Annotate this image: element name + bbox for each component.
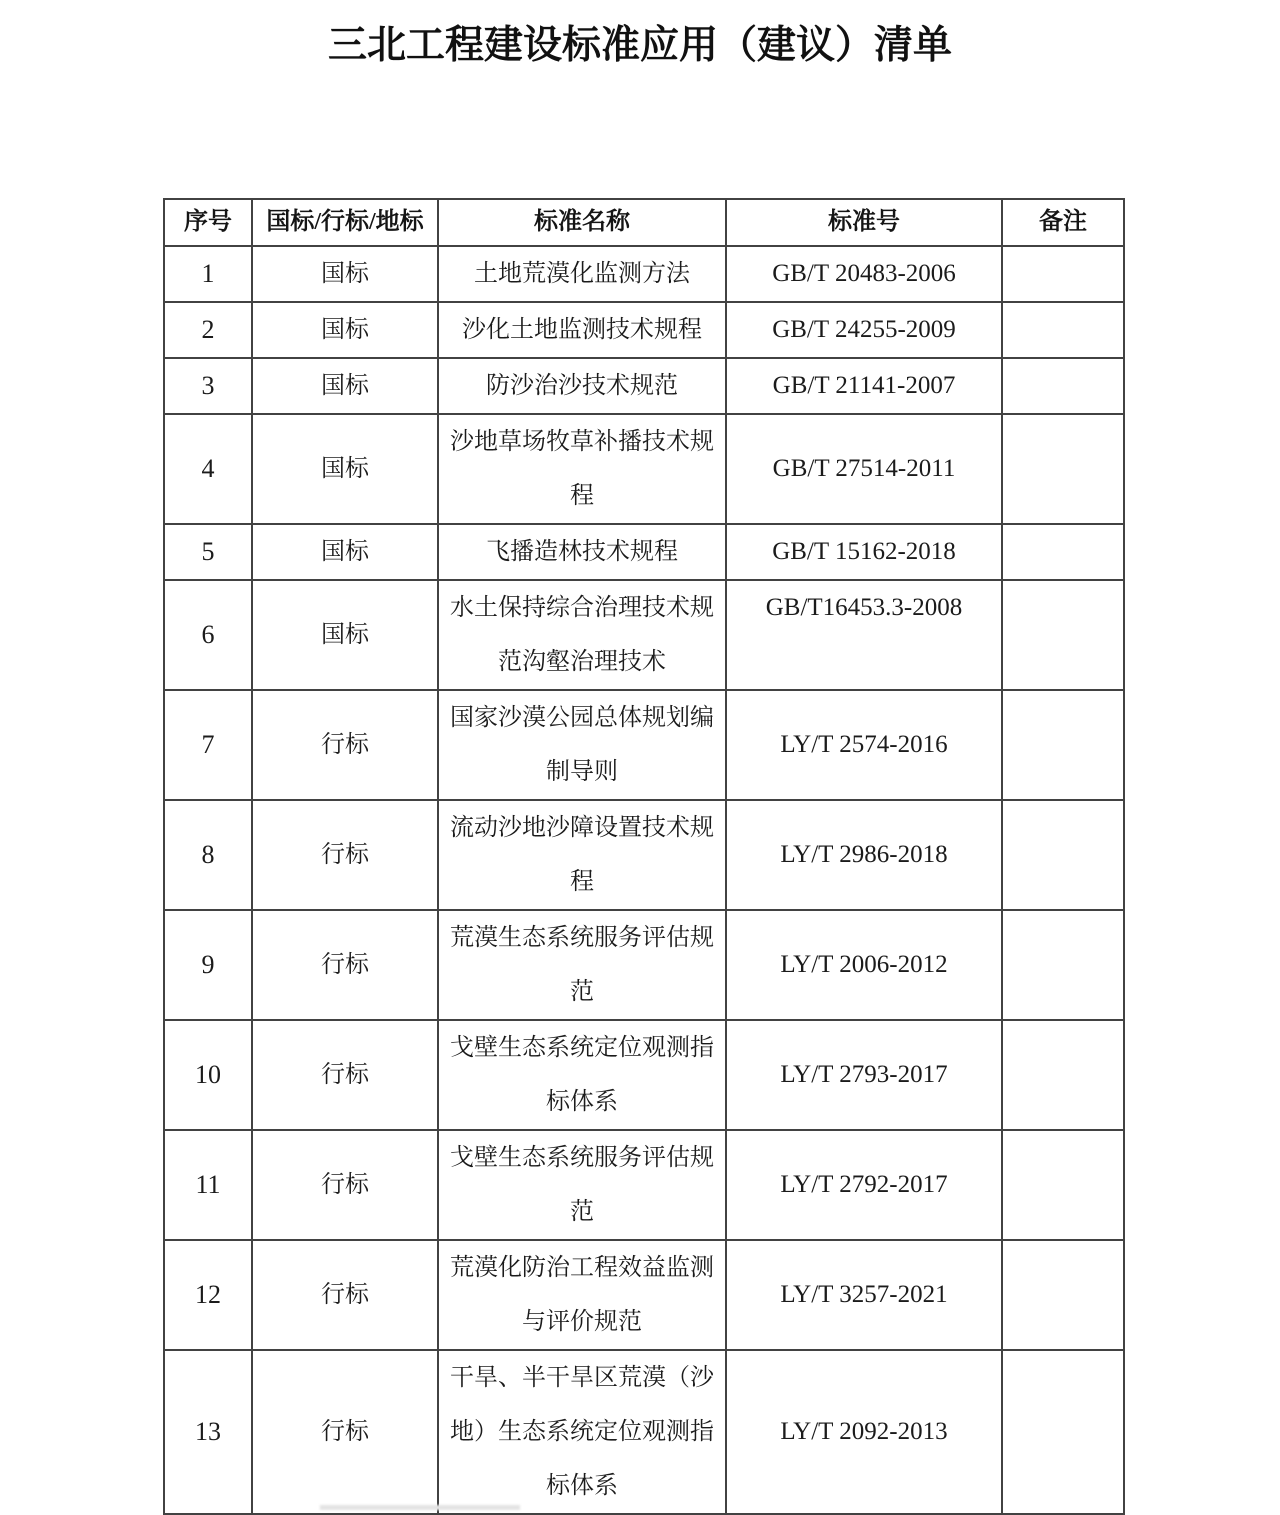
column-header-2: 标准名称 xyxy=(438,199,726,246)
cell-category: 国标 xyxy=(252,414,438,524)
cell-standard-name: 戈壁生态系统定位观测指标体系 xyxy=(438,1020,726,1130)
cell-seq: 1 xyxy=(164,246,252,302)
cell-remark xyxy=(1002,1240,1124,1350)
cell-seq: 7 xyxy=(164,690,252,800)
table-row xyxy=(164,580,1124,690)
cell-seq: 8 xyxy=(164,800,252,910)
cell-seq: 11 xyxy=(164,1130,252,1240)
cell-category: 行标 xyxy=(252,800,438,910)
table-row xyxy=(164,1020,1124,1130)
cell-seq: 6 xyxy=(164,580,252,690)
cell-remark xyxy=(1002,414,1124,524)
cell-remark xyxy=(1002,1020,1124,1130)
cell-remark xyxy=(1002,580,1124,690)
table-row xyxy=(164,1240,1124,1350)
cell-category: 行标 xyxy=(252,1350,438,1514)
cell-standard-code: GB/T16453.3-2008 xyxy=(726,580,1002,690)
table-row xyxy=(164,910,1124,1020)
cell-seq: 5 xyxy=(164,524,252,580)
cell-standard-name: 干旱、半干旱区荒漠（沙地）生态系统定位观测指标体系 xyxy=(438,1350,726,1514)
cell-seq: 3 xyxy=(164,358,252,414)
table-body xyxy=(164,246,1124,1514)
table-row xyxy=(164,524,1124,580)
cell-remark xyxy=(1002,800,1124,910)
table-row xyxy=(164,302,1124,358)
page-title: 三北工程建设标准应用（建议）清单 xyxy=(327,24,952,67)
cell-remark xyxy=(1002,524,1124,580)
cell-standard-code: GB/T 27514-2011 xyxy=(726,414,1002,524)
cell-standard-name: 沙化土地监测技术规程 xyxy=(438,302,726,358)
cell-standard-code: GB/T 21141-2007 xyxy=(726,358,1002,414)
table-row xyxy=(164,1350,1124,1514)
cutoff-next-row-hint xyxy=(320,1505,520,1510)
cell-standard-name: 水土保持综合治理技术规范沟壑治理技术 xyxy=(438,580,726,690)
table-header-row xyxy=(164,199,1124,246)
cell-remark xyxy=(1002,246,1124,302)
cell-category: 行标 xyxy=(252,1020,438,1130)
table-row xyxy=(164,690,1124,800)
cell-standard-name: 土地荒漠化监测方法 xyxy=(438,246,726,302)
cell-standard-code: GB/T 24255-2009 xyxy=(726,302,1002,358)
cell-remark xyxy=(1002,910,1124,1020)
column-header-4: 备注 xyxy=(1002,199,1124,246)
cell-category: 行标 xyxy=(252,910,438,1020)
cell-standard-name: 飞播造林技术规程 xyxy=(438,524,726,580)
cell-standard-name: 流动沙地沙障设置技术规程 xyxy=(438,800,726,910)
table-row xyxy=(164,414,1124,524)
cell-category: 国标 xyxy=(252,246,438,302)
cell-standard-code: LY/T 2574-2016 xyxy=(726,690,1002,800)
cell-standard-name: 防沙治沙技术规范 xyxy=(438,358,726,414)
column-header-1: 国标/行标/地标 xyxy=(252,199,438,246)
cell-category: 国标 xyxy=(252,580,438,690)
cell-seq: 9 xyxy=(164,910,252,1020)
cell-seq: 2 xyxy=(164,302,252,358)
cell-standard-code: GB/T 20483-2006 xyxy=(726,246,1002,302)
cell-category: 行标 xyxy=(252,1130,438,1240)
cell-seq: 13 xyxy=(164,1350,252,1514)
cell-category: 行标 xyxy=(252,690,438,800)
column-header-3: 标准号 xyxy=(726,199,1002,246)
cell-standard-code: LY/T 2793-2017 xyxy=(726,1020,1002,1130)
table-row xyxy=(164,800,1124,910)
cell-remark xyxy=(1002,302,1124,358)
cell-standard-code: LY/T 2986-2018 xyxy=(726,800,1002,910)
cell-remark xyxy=(1002,690,1124,800)
cell-seq: 4 xyxy=(164,414,252,524)
table-row xyxy=(164,358,1124,414)
cell-category: 行标 xyxy=(252,1240,438,1350)
cell-standard-code: LY/T 2792-2017 xyxy=(726,1130,1002,1240)
column-header-0: 序号 xyxy=(164,199,252,246)
cell-category: 国标 xyxy=(252,302,438,358)
cell-standard-name: 戈壁生态系统服务评估规范 xyxy=(438,1130,726,1240)
cell-standard-name: 荒漠生态系统服务评估规范 xyxy=(438,910,726,1020)
cell-category: 国标 xyxy=(252,358,438,414)
table-header xyxy=(164,199,1124,246)
cell-category: 国标 xyxy=(252,524,438,580)
cell-standard-name: 国家沙漠公园总体规划编制导则 xyxy=(438,690,726,800)
cell-standard-code: LY/T 3257-2021 xyxy=(726,1240,1002,1350)
cell-standard-name: 荒漠化防治工程效益监测与评价规范 xyxy=(438,1240,726,1350)
table-row xyxy=(164,1130,1124,1240)
cell-seq: 10 xyxy=(164,1020,252,1130)
cell-remark xyxy=(1002,1130,1124,1240)
cell-standard-name: 沙地草场牧草补播技术规程 xyxy=(438,414,726,524)
cell-remark xyxy=(1002,358,1124,414)
cell-seq: 12 xyxy=(164,1240,252,1350)
cell-standard-code: LY/T 2092-2013 xyxy=(726,1350,1002,1514)
cell-standard-code: GB/T 15162-2018 xyxy=(726,524,1002,580)
cell-remark xyxy=(1002,1350,1124,1514)
cell-standard-code: LY/T 2006-2012 xyxy=(726,910,1002,1020)
table-row xyxy=(164,246,1124,302)
standards-table xyxy=(163,198,1125,1515)
